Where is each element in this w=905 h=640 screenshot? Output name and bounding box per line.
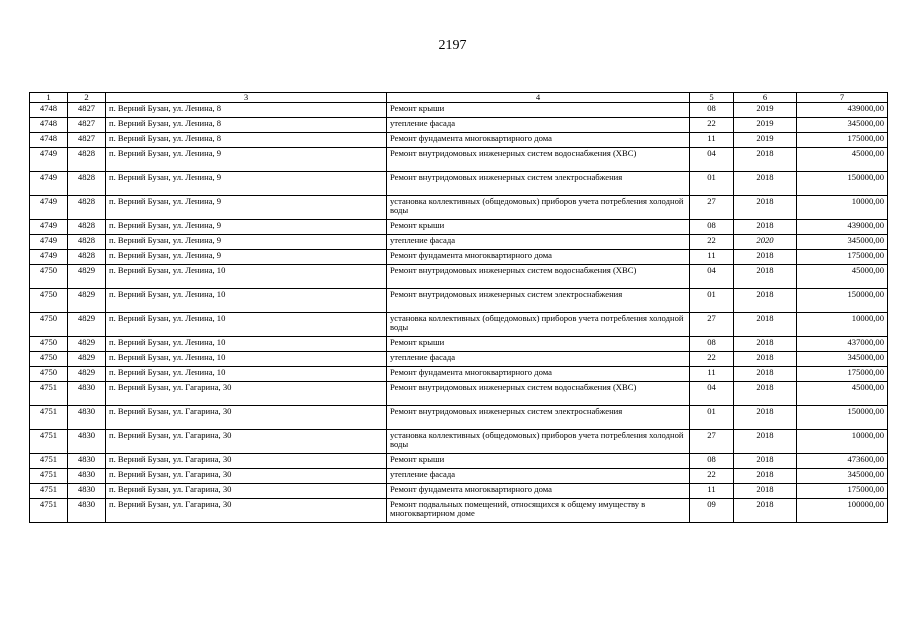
table-row: [30, 196, 888, 220]
cell-cost: 100000,00: [797, 499, 888, 523]
cell-house-id: 4830: [68, 484, 106, 499]
cell-house-id: 4829: [68, 352, 106, 367]
cell-year: 2020: [734, 235, 797, 250]
cell-address: п. Верний Бузан, ул. Ленина, 10: [106, 265, 387, 289]
cell-year: 2018: [734, 289, 797, 313]
cell-year: 2018: [734, 454, 797, 469]
cell-cost: 473600,00: [797, 454, 888, 469]
cell-house-id: 4828: [68, 196, 106, 220]
table-row: [30, 250, 888, 265]
table-row: [30, 265, 888, 289]
cell-work-code: 11: [690, 484, 734, 499]
table-row: [30, 289, 888, 313]
cell-work-type: Ремонт крыши: [387, 337, 690, 352]
cell-work-code: 08: [690, 220, 734, 235]
cell-address: п. Верний Бузан, ул. Ленина, 9: [106, 235, 387, 250]
cell-address: п. Верний Бузан, ул. Гагарина, 30: [106, 430, 387, 454]
cell-house-id: 4828: [68, 235, 106, 250]
cell-work-code: 27: [690, 430, 734, 454]
cell-cost: 45000,00: [797, 148, 888, 172]
cell-record-number: 4751: [30, 499, 68, 523]
cell-house-id: 4829: [68, 337, 106, 352]
cell-address: п. Верний Бузан, ул. Ленина, 9: [106, 148, 387, 172]
cell-house-id: 4828: [68, 250, 106, 265]
cell-work-type: утепление фасада: [387, 235, 690, 250]
column-header-4: 4: [387, 93, 690, 103]
cell-house-id: 4830: [68, 469, 106, 484]
table-row: [30, 337, 888, 352]
table-row: [30, 352, 888, 367]
cell-work-type: Ремонт крыши: [387, 454, 690, 469]
cell-house-id: 4829: [68, 289, 106, 313]
cell-work-type: утепление фасада: [387, 118, 690, 133]
table-row: [30, 103, 888, 118]
cell-work-code: 04: [690, 265, 734, 289]
cell-year: 2018: [734, 406, 797, 430]
cell-work-code: 22: [690, 352, 734, 367]
cell-cost: 439000,00: [797, 103, 888, 118]
cell-cost: 175000,00: [797, 367, 888, 382]
cell-work-code: 08: [690, 103, 734, 118]
cell-address: п. Верний Бузан, ул. Гагарина, 30: [106, 499, 387, 523]
cell-address: п. Верний Бузан, ул. Ленина, 8: [106, 103, 387, 118]
cell-year: 2018: [734, 382, 797, 406]
cell-address: п. Верний Бузан, ул. Ленина, 10: [106, 367, 387, 382]
cell-record-number: 4750: [30, 352, 68, 367]
cell-work-code: 27: [690, 196, 734, 220]
cell-year: 2019: [734, 133, 797, 148]
cell-record-number: 4750: [30, 265, 68, 289]
cell-address: п. Верний Бузан, ул. Гагарина, 30: [106, 406, 387, 430]
cell-cost: 175000,00: [797, 484, 888, 499]
cell-work-code: 11: [690, 133, 734, 148]
cell-record-number: 4750: [30, 367, 68, 382]
cell-record-number: 4751: [30, 430, 68, 454]
cell-address: п. Верний Бузан, ул. Гагарина, 30: [106, 382, 387, 406]
cell-cost: 175000,00: [797, 250, 888, 265]
cell-work-code: 11: [690, 250, 734, 265]
cell-record-number: 4751: [30, 406, 68, 430]
cell-year: 2018: [734, 484, 797, 499]
cell-cost: 345000,00: [797, 118, 888, 133]
repair-schedule-table: [29, 92, 888, 523]
cell-house-id: 4830: [68, 382, 106, 406]
column-header-6: 6: [734, 93, 797, 103]
cell-work-type: утепление фасада: [387, 469, 690, 484]
table-row: [30, 484, 888, 499]
cell-work-code: 22: [690, 469, 734, 484]
cell-house-id: 4830: [68, 454, 106, 469]
cell-cost: 45000,00: [797, 265, 888, 289]
table-body: [30, 103, 888, 523]
cell-house-id: 4828: [68, 148, 106, 172]
cell-work-code: 09: [690, 499, 734, 523]
cell-address: п. Верний Бузан, ул. Ленина, 9: [106, 250, 387, 265]
cell-record-number: 4750: [30, 313, 68, 337]
table-row: [30, 148, 888, 172]
cell-work-code: 08: [690, 337, 734, 352]
cell-address: п. Верний Бузан, ул. Ленина, 9: [106, 220, 387, 235]
table-row: [30, 454, 888, 469]
cell-work-type: Ремонт фундамента многоквартирного дома: [387, 367, 690, 382]
cell-year: 2018: [734, 148, 797, 172]
cell-house-id: 4829: [68, 367, 106, 382]
cell-work-type: установка коллективных (общедомовых) приборов учета потребления холодной воды: [387, 196, 690, 220]
cell-work-type: Ремонт подвальных помещений, относящихся к общему имуществу в многоквартирном доме: [387, 499, 690, 523]
cell-cost: 150000,00: [797, 406, 888, 430]
cell-year: 2018: [734, 196, 797, 220]
cell-cost: 45000,00: [797, 382, 888, 406]
table-row: [30, 118, 888, 133]
cell-work-type: Ремонт внутридомовых инженерных систем водоснабжения (ХВС): [387, 265, 690, 289]
cell-work-code: 11: [690, 367, 734, 382]
cell-record-number: 4750: [30, 337, 68, 352]
cell-work-type: Ремонт внутридомовых инженерных систем водоснабжения (ХВС): [387, 148, 690, 172]
cell-work-type: установка коллективных (общедомовых) приборов учета потребления холодной воды: [387, 430, 690, 454]
table-row: [30, 172, 888, 196]
page-number: 2197: [438, 38, 467, 53]
cell-work-type: Ремонт фундамента многоквартирного дома: [387, 133, 690, 148]
cell-work-code: 27: [690, 313, 734, 337]
cell-house-id: 4829: [68, 265, 106, 289]
cell-work-code: 22: [690, 235, 734, 250]
cell-record-number: 4749: [30, 196, 68, 220]
cell-work-code: 04: [690, 148, 734, 172]
cell-work-type: Ремонт внутридомовых инженерных систем электроснабжения: [387, 406, 690, 430]
cell-year: 2018: [734, 352, 797, 367]
table-row: [30, 235, 888, 250]
cell-work-code: 01: [690, 172, 734, 196]
cell-house-id: 4828: [68, 220, 106, 235]
cell-house-id: 4827: [68, 103, 106, 118]
cell-address: п. Верний Бузан, ул. Ленина, 10: [106, 352, 387, 367]
cell-house-id: 4830: [68, 406, 106, 430]
header-row: [30, 93, 888, 103]
cell-record-number: 4748: [30, 133, 68, 148]
cell-address: п. Верний Бузан, ул. Гагарина, 30: [106, 484, 387, 499]
cell-cost: 10000,00: [797, 430, 888, 454]
table-row: [30, 430, 888, 454]
column-header-2: 2: [68, 93, 106, 103]
table-row: [30, 469, 888, 484]
cell-work-code: 08: [690, 454, 734, 469]
cell-address: п. Верний Бузан, ул. Ленина, 10: [106, 337, 387, 352]
cell-work-type: Ремонт внутридомовых инженерных систем водоснабжения (ХВС): [387, 382, 690, 406]
cell-address: п. Верний Бузан, ул. Гагарина, 30: [106, 454, 387, 469]
cell-year: 2019: [734, 103, 797, 118]
cell-record-number: 4749: [30, 148, 68, 172]
cell-year: 2018: [734, 220, 797, 235]
cell-house-id: 4830: [68, 499, 106, 523]
cell-work-type: Ремонт внутридомовых инженерных систем электроснабжения: [387, 172, 690, 196]
table-row: [30, 499, 888, 523]
cell-cost: 437000,00: [797, 337, 888, 352]
cell-cost: 345000,00: [797, 352, 888, 367]
cell-work-code: 22: [690, 118, 734, 133]
cell-address: п. Верний Бузан, ул. Ленина, 8: [106, 133, 387, 148]
cell-work-type: утепление фасада: [387, 352, 690, 367]
cell-work-code: 01: [690, 289, 734, 313]
cell-record-number: 4751: [30, 454, 68, 469]
table-row: [30, 313, 888, 337]
cell-year: 2018: [734, 265, 797, 289]
cell-year: 2019: [734, 118, 797, 133]
cell-cost: 10000,00: [797, 313, 888, 337]
cell-address: п. Верний Бузан, ул. Гагарина, 30: [106, 469, 387, 484]
cell-cost: 175000,00: [797, 133, 888, 148]
cell-cost: 345000,00: [797, 469, 888, 484]
cell-cost: 10000,00: [797, 196, 888, 220]
cell-cost: 439000,00: [797, 220, 888, 235]
cell-year: 2018: [734, 499, 797, 523]
cell-work-code: 01: [690, 406, 734, 430]
cell-work-type: Ремонт внутридомовых инженерных систем электроснабжения: [387, 289, 690, 313]
cell-cost: 150000,00: [797, 289, 888, 313]
cell-house-id: 4827: [68, 118, 106, 133]
cell-year: 2018: [734, 430, 797, 454]
cell-cost: 150000,00: [797, 172, 888, 196]
table-row: [30, 382, 888, 406]
cell-address: п. Верний Бузан, ул. Ленина, 9: [106, 172, 387, 196]
cell-work-type: Ремонт крыши: [387, 220, 690, 235]
cell-house-id: 4827: [68, 133, 106, 148]
cell-work-type: установка коллективных (общедомовых) приборов учета потребления холодной воды: [387, 313, 690, 337]
cell-house-id: 4829: [68, 313, 106, 337]
cell-record-number: 4748: [30, 103, 68, 118]
cell-house-id: 4830: [68, 430, 106, 454]
cell-work-code: 04: [690, 382, 734, 406]
column-header-1: 1: [30, 93, 68, 103]
cell-record-number: 4748: [30, 118, 68, 133]
cell-cost: 345000,00: [797, 235, 888, 250]
cell-address: п. Верний Бузан, ул. Ленина, 9: [106, 196, 387, 220]
table-row: [30, 367, 888, 382]
cell-record-number: 4751: [30, 382, 68, 406]
cell-work-type: Ремонт крыши: [387, 103, 690, 118]
cell-record-number: 4751: [30, 484, 68, 499]
column-header-5: 5: [690, 93, 734, 103]
cell-address: п. Верний Бузан, ул. Ленина, 10: [106, 313, 387, 337]
cell-year: 2018: [734, 250, 797, 265]
cell-address: п. Верний Бузан, ул. Ленина, 8: [106, 118, 387, 133]
cell-house-id: 4828: [68, 172, 106, 196]
cell-record-number: 4749: [30, 235, 68, 250]
cell-record-number: 4749: [30, 250, 68, 265]
cell-record-number: 4750: [30, 289, 68, 313]
cell-year: 2018: [734, 469, 797, 484]
cell-record-number: 4751: [30, 469, 68, 484]
cell-year: 2018: [734, 172, 797, 196]
cell-record-number: 4749: [30, 220, 68, 235]
table-row: [30, 133, 888, 148]
cell-year: 2018: [734, 367, 797, 382]
cell-year: 2018: [734, 337, 797, 352]
table-row: [30, 406, 888, 430]
column-header-7: 7: [797, 93, 888, 103]
column-header-3: 3: [106, 93, 387, 103]
cell-work-type: Ремонт фундамента многоквартирного дома: [387, 250, 690, 265]
cell-record-number: 4749: [30, 172, 68, 196]
cell-year: 2018: [734, 313, 797, 337]
cell-address: п. Верний Бузан, ул. Ленина, 10: [106, 289, 387, 313]
cell-work-type: Ремонт фундамента многоквартирного дома: [387, 484, 690, 499]
table-row: [30, 220, 888, 235]
